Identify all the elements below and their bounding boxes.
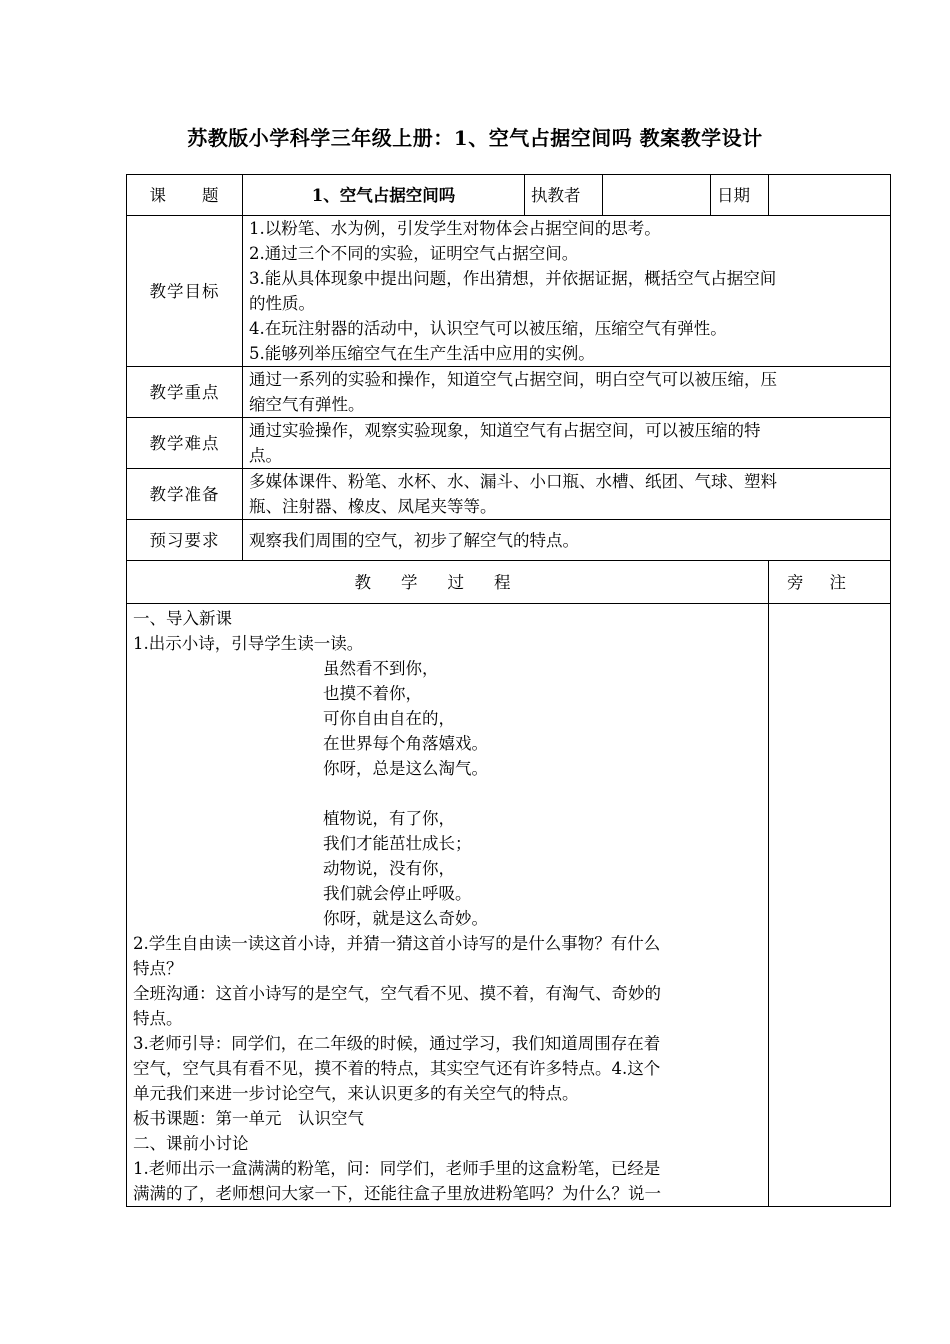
process-line: 1.出示小诗，引导学生读一读。 bbox=[133, 634, 364, 653]
preview-row bbox=[127, 520, 891, 561]
key-points-line: 缩空气有弹性。 bbox=[249, 395, 365, 414]
poem-line: 你呀，就是这么奇妙。 bbox=[323, 909, 488, 928]
preparation-row bbox=[127, 469, 891, 520]
poem-line: 动物说，没有你， bbox=[323, 859, 455, 878]
process-line: 一、导入新课 bbox=[133, 609, 232, 628]
lesson-plan-table bbox=[126, 174, 891, 1207]
process-line: 特点？ bbox=[133, 959, 183, 978]
topic-value: 1、空气占据空间吗 bbox=[243, 175, 525, 216]
objective-line: 4.在玩注射器的活动中，认识空气可以被压缩，压缩空气有弹性。 bbox=[249, 319, 727, 338]
process-line: 3.老师引导：同学们，在二年级的时候，通过学习，我们知道周围存在着 bbox=[133, 1034, 661, 1053]
header-row bbox=[127, 175, 891, 216]
objective-line: 2.通过三个不同的实验，证明空气占据空间。 bbox=[249, 244, 579, 263]
poem-line: 也摸不着你， bbox=[323, 684, 422, 703]
process-line: 全班沟通：这首小诗写的是空气，空气看不见、摸不着，有淘气、奇妙的 bbox=[133, 984, 661, 1003]
process-line: 二、课前小讨论 bbox=[133, 1134, 249, 1153]
process-line: 2.学生自由读一读这首小诗，并猜一猜这首小诗写的是什么事物？有什么 bbox=[133, 934, 661, 953]
key-points-line: 通过一系列的实验和操作，知道空气占据空间，明白空气可以被压缩，压 bbox=[249, 370, 777, 389]
process-header-row bbox=[127, 561, 891, 604]
process-row bbox=[127, 604, 891, 1207]
poem-line: 在世界每个角落嬉戏。 bbox=[323, 734, 488, 753]
objective-line: 1.以粉笔、水为例，引发学生对物体会占据空间的思考。 bbox=[249, 219, 661, 238]
poem-line: 可你自由自在的， bbox=[323, 709, 455, 728]
poem-line: 我们才能茁壮成长； bbox=[323, 834, 472, 853]
difficulties-line: 点。 bbox=[249, 446, 282, 465]
notes-content bbox=[769, 604, 891, 1207]
poem-line: 虽然看不到你， bbox=[323, 659, 439, 678]
process-line: 满满的了，老师想问大家一下，还能往盒子里放进粉笔吗？为什么？说一 bbox=[133, 1184, 661, 1203]
poem-line: 植物说，有了你， bbox=[323, 809, 455, 828]
difficulties-row bbox=[127, 418, 891, 469]
objectives-label: 教学目标 bbox=[127, 216, 243, 367]
key-points-content bbox=[243, 367, 891, 418]
notes-header-label: 旁注 bbox=[769, 561, 891, 604]
objective-line: 5.能够列举压缩空气在生产生活中应用的实例。 bbox=[249, 344, 595, 363]
objective-line: 3.能从具体现象中提出问题，作出猜想，并依据证据，概括空气占据空间 bbox=[249, 269, 777, 288]
process-line: 空气，空气具有看不见，摸不着的特点，其实空气还有许多特点。4.这个 bbox=[133, 1059, 661, 1078]
difficulties-content bbox=[243, 418, 891, 469]
objective-line: 的性质。 bbox=[249, 294, 315, 313]
poem-line: 我们就会停止呼吸。 bbox=[323, 884, 472, 903]
preparation-content bbox=[243, 469, 891, 520]
preparation-line: 多媒体课件、粉笔、水杯、水、漏斗、小口瓶、水槽、纸团、气球、塑料 bbox=[249, 472, 777, 491]
process-line: 板书课题：第一单元 认识空气 bbox=[133, 1109, 364, 1128]
preparation-label: 教学准备 bbox=[127, 469, 243, 520]
poem-line: 你呀，总是这么淘气。 bbox=[323, 759, 488, 778]
preview-label: 预习要求 bbox=[127, 520, 243, 561]
key-points-row bbox=[127, 367, 891, 418]
date-value bbox=[769, 175, 891, 216]
teacher-label: 执教者 bbox=[525, 175, 603, 216]
key-points-label: 教学重点 bbox=[127, 367, 243, 418]
process-line: 特点。 bbox=[133, 1009, 183, 1028]
preview-content: 观察我们周围的空气，初步了解空气的特点。 bbox=[243, 520, 891, 561]
teacher-value bbox=[603, 175, 711, 216]
objectives-content bbox=[243, 216, 891, 367]
preparation-line: 瓶、注射器、橡皮、凤尾夹等等。 bbox=[249, 497, 497, 516]
poem-stanza-gap bbox=[133, 781, 762, 806]
process-line: 单元我们来进一步讨论空气，来认识更多的有关空气的特点。 bbox=[133, 1084, 579, 1103]
difficulties-line: 通过实验操作，观察实验现象，知道空气有占据空间，可以被压缩的特 bbox=[249, 421, 761, 440]
process-header-label: 教学过程 bbox=[127, 561, 769, 604]
document-title: 苏教版小学科学三年级上册：1、空气占据空间吗 教案教学设计 bbox=[187, 126, 763, 150]
process-content bbox=[127, 604, 769, 1207]
objectives-row bbox=[127, 216, 891, 367]
date-label: 日期 bbox=[711, 175, 769, 216]
process-line: 1.老师出示一盒满满的粉笔，问：同学们，老师手里的这盒粉笔，已经是 bbox=[133, 1159, 661, 1178]
topic-label: 课 题 bbox=[127, 175, 243, 216]
difficulties-label: 教学难点 bbox=[127, 418, 243, 469]
